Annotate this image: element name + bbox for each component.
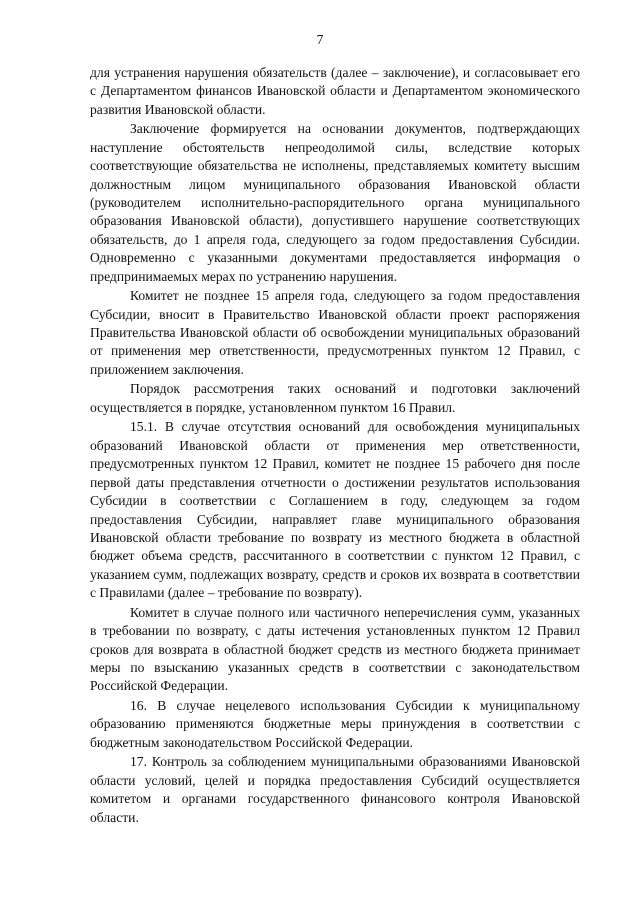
paragraph-conclusion-formation: Заключение формируется на основании документов, подтверждающих наступление обстоятельств непреодолимой силы, вследствие которых соответствующие обязательства не исполнены, представляемых комитету высшим должностным лицом муниципального образования Ивановской области (руководителем исполнительно-распорядительного органа муниципального образования Ивановской области), допустившего нарушение соответствующих обязательств, до 1 апреля года, следующего за годом предоставления Субсидии. Одновременно с указанными документами предоставляется информация о предпринимаемых мерах по устранению нарушения. (90, 121, 580, 284)
paragraph-review-procedure: Порядок рассмотрения таких оснований и подготовки заключений осуществляется в порядке, установленном пунктом 16 Правил. (90, 381, 580, 415)
document-body (90, 64, 580, 828)
paragraph-continuation: для устранения нарушения обязательств (далее – заключение), и согласовывает его с Департаментом финансов Ивановской области и Департаментом экономического развития Ивановской области. (90, 65, 580, 117)
paragraph-clause-16: 16. В случае нецелевого использования Субсидии к муниципальному образованию применяются бюджетные меры принуждения в соответствии с бюджетным законодательством Российской Федерации. (90, 697, 580, 750)
paragraph-clause-17: 17. Контроль за соблюдением муниципальными образованиями Ивановской области условий, целей и порядка предоставления Субсидий осуществляется комитетом и органами государственного финансового контроля Ивановской области. (90, 754, 580, 825)
paragraph-committee-deadline: Комитет не позднее 15 апреля года, следующего за годом предоставления Субсидии, вносит в Правительство Ивановской области проект распоряжения Правительства Ивановской области об освобождении муниципальных образований от применения мер ответственности, предусмотренных пунктом 12 Правил, с приложением заключения. (90, 288, 580, 377)
paragraph-clause-15-1: 15.1. В случае отсутствия оснований для освобождения муниципальных образований Ивановской области от применения мер ответственности, предусмотренных пунктом 12 Правил, комитет не позднее 15 рабочего дня после первой даты представления отчетности о достижении результатов использования Субсидии в соответствии с Соглашением в году, следующем за годом предоставления Субсидии, направляет главе муниципального образования Ивановской области требование по возврату из местного бюджета в областной бюджет объема средств, рассчитанного в соответствии с пунктом 12 Правил, с указанием сумм, подлежащих возврату, средств и сроков их возврата в соответствии с Правилами (далее – требование по возврату). (90, 419, 580, 601)
page-number: 7 (316, 32, 324, 47)
paragraph-non-transfer-measures: Комитет в случае полного или частичного неперечисления сумм, указанных в требовании по возврату, с даты истечения установленных пунктом 12 Правил сроков для возврата в областной бюджет средств из местного бюджета принимает меры по взысканию указанных средств в соответствии с законодательством Российской Федерации. (90, 604, 580, 694)
